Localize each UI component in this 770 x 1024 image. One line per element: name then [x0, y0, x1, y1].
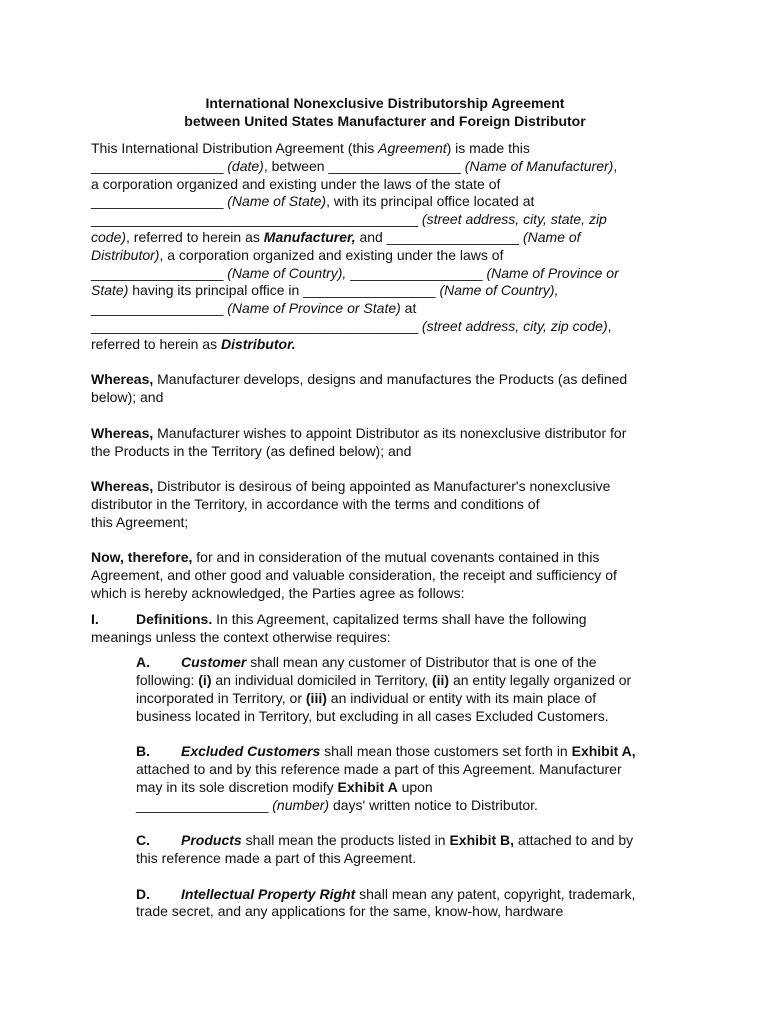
clause-text: the Products in the Territory (as defined below); and: [91, 442, 412, 459]
clause-text: Agreement, and other good and valuable consideration, the receipt and sufficiency of: [91, 567, 617, 584]
clause-label: Whereas,: [91, 371, 154, 388]
definition-intellectual-property: [91, 886, 691, 922]
clause-label: Now, therefore,: [91, 549, 193, 566]
field-hint: (Name of Country),: [227, 264, 347, 281]
whereas-clause-1: [91, 371, 691, 407]
party-term: Manufacturer,: [263, 228, 356, 245]
field-hint: (date): [227, 157, 264, 174]
intro-text: referred to herein as: [91, 335, 221, 352]
section-definitions: [91, 611, 691, 647]
blank-field: __________________________________________: [91, 211, 422, 228]
definition-text: upon: [397, 778, 433, 795]
definition-text: an entity legally organized or: [449, 672, 632, 689]
party-term: Distributor.: [220, 335, 296, 352]
definition-text: attached to and by this reference made a part of this Agreement. Manufacturer: [136, 761, 622, 778]
item-marker: (iii): [305, 689, 327, 706]
defined-term: Customer: [181, 654, 247, 671]
definition-text: shall mean those customers set forth in: [320, 743, 572, 760]
intro-text: ,: [613, 157, 618, 174]
definition-text: following:: [136, 672, 199, 689]
definition-text: this reference made a part of this Agreement.: [136, 850, 417, 867]
intro-text: ) is made this: [446, 140, 530, 156]
definition-text: business located in Territory, but excluding in all cases Excluded Customers.: [136, 707, 609, 724]
section-text: meanings unless the context otherwise requires:: [91, 628, 391, 645]
intro-text: , between _________________: [263, 157, 465, 174]
clause-text: which is hereby acknowledged, the Parties agree as follows:: [91, 584, 465, 601]
title-line-1: International Nonexclusive Distributorship Agreement: [205, 95, 565, 111]
clause-text: Manufacturer develops, designs and manufactures the Products (as defined: [153, 371, 628, 388]
field-hint: (Name of Province or State): [227, 300, 401, 317]
intro-text: and _________________: [355, 228, 523, 245]
definition-products: [91, 832, 691, 868]
field-hint: (number): [272, 796, 330, 813]
definition-text: may in its sole discretion modify: [136, 778, 338, 795]
blank-field: _________________: [91, 300, 228, 317]
defined-term: Intellectual Property Right: [181, 885, 356, 902]
exhibit-reference: Exhibit B,: [449, 832, 515, 849]
clause-text: this Agreement;: [91, 513, 189, 530]
field-hint: (Name of State): [227, 193, 327, 210]
clause-text: below); and: [91, 389, 164, 406]
whereas-clause-2: [91, 425, 691, 461]
definition-excluded-customers: [91, 743, 691, 814]
field-hint: State): [91, 282, 129, 299]
item-marker: (ii): [431, 672, 450, 689]
defined-term: Excluded Customers: [181, 743, 321, 760]
definition-text: shall mean the products listed in: [241, 832, 450, 849]
intro-text: at: [400, 300, 417, 317]
field-hint: (street address, city, zip code): [421, 317, 608, 334]
blank-field: _________________: [136, 796, 273, 813]
clause-text: Manufacturer wishes to appoint Distributor as its nonexclusive distributor for: [153, 424, 627, 441]
field-hint: code): [91, 228, 127, 245]
exhibit-reference: Exhibit A: [337, 778, 398, 795]
definition-text: an individual domiciled in Territory,: [211, 672, 432, 689]
definition-text: trade secret, and any applications for the same, know-how, hardware: [136, 903, 564, 920]
title-line-2: between United States Manufacturer and Foreign Distributor: [184, 113, 586, 129]
now-therefore-clause: [91, 549, 691, 602]
intro-text: , a corporation organized and existing under the laws of: [159, 246, 504, 263]
definition-customer: [91, 654, 691, 725]
clause-label: Whereas,: [91, 424, 154, 441]
definition-text: days' written notice to Distributor.: [329, 796, 538, 813]
field-hint: Distributor): [91, 246, 160, 263]
exhibit-reference: Exhibit A,: [571, 743, 636, 760]
document-title: [90, 94, 680, 130]
blank-field: __________________________________________: [91, 317, 422, 334]
intro-text: , referred to herein as: [126, 228, 264, 245]
definition-text: attached to and by: [514, 832, 634, 849]
clause-text: Distributor is desirous of being appointed as Manufacturer's nonexclusive: [153, 478, 611, 495]
blank-field: _________________: [91, 193, 228, 210]
definition-letter: B.: [136, 743, 150, 760]
intro-text: This International Distribution Agreement (this: [91, 140, 379, 156]
definition-letter: C.: [136, 832, 150, 849]
intro-text: , with its principal office located at: [326, 193, 535, 210]
blank-field: _________________: [346, 264, 487, 281]
intro-paragraph: [91, 140, 691, 354]
field-hint: (Name of Manufacturer): [464, 157, 614, 174]
clause-text: for and in consideration of the mutual covenants contained in this: [192, 549, 600, 566]
field-hint: (Name of Province or: [486, 264, 619, 281]
item-marker: (i): [198, 672, 212, 689]
intro-text: having its principal office in _________________: [128, 282, 440, 299]
blank-field: _________________: [91, 157, 228, 174]
section-heading: Definitions.: [136, 610, 213, 627]
intro-text: ,: [607, 317, 612, 334]
definition-letter: A.: [136, 654, 150, 671]
field-hint: (Name of: [523, 228, 581, 245]
blank-field: _________________: [91, 264, 228, 281]
clause-text: distributor in the Territory, in accordance with the terms and conditions of: [91, 495, 540, 512]
definition-text: shall mean any customer of Distributor that is one of the: [246, 654, 597, 671]
intro-text: a corporation organized and existing under the laws of the state of: [91, 175, 501, 192]
clause-label: Whereas,: [91, 478, 154, 495]
definition-text: an individual or entity with its main place of: [326, 689, 597, 706]
field-hint: (street address, city, state, zip: [421, 211, 607, 228]
section-text: In this Agreement, capitalized terms shall have the following: [212, 610, 587, 627]
section-number: I.: [91, 610, 99, 627]
definition-text: incorporated in Territory, or: [136, 689, 306, 706]
whereas-clause-3: [91, 478, 691, 531]
field-hint: (Name of Country),: [439, 282, 559, 299]
definition-letter: D.: [136, 885, 150, 902]
intro-term: Agreement: [378, 140, 447, 156]
defined-term: Products: [181, 832, 242, 849]
definition-text: shall mean any patent, copyright, trademark,: [355, 885, 636, 902]
document-body: [91, 140, 691, 921]
